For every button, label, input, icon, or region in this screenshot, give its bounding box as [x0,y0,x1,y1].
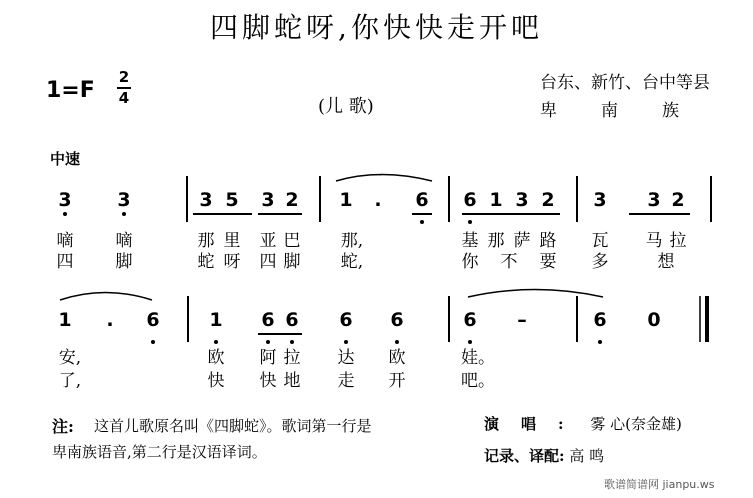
lyric-syllable: 那 [197,231,215,251]
note: 2 [671,189,685,211]
lyric-syllable: 多 [591,252,609,272]
recorder-credit [484,445,604,466]
key-signature: 1=F [46,78,95,103]
octave-dot [468,220,472,224]
note: 1 [489,189,503,211]
lyric-syllable: 快 [207,371,225,391]
lyric-syllable: 吧。 [461,371,495,391]
octave-dot [598,340,602,344]
octave-dot [122,212,126,216]
note: 3 [261,189,275,211]
lyric-syllable: 基 [461,231,479,251]
octave-dot [63,212,67,216]
note: 2 [285,189,299,211]
lyric-syllable: 那 [487,231,505,251]
lyric-syllable: 阿 [259,348,277,368]
lyric-syllable: 那, [340,231,364,251]
footnote-line-1: 这首儿歌原名叫《四脚蛇》。歌词第一行是 [94,417,372,435]
lyric-syllable: 地 [283,371,301,391]
note: 6 [415,189,429,211]
origin-label: 台东、新竹、台中等县 [540,73,710,93]
lyric-syllable: 开 [388,371,406,391]
note: 1 [339,189,353,211]
lyric-syllable: 达 [337,348,355,368]
lyric-syllable: 脚 [115,252,133,272]
note: 3 [58,189,72,211]
note: 6 [285,309,299,331]
performer-credit [484,413,682,434]
tempo-marking: 中速 [50,150,81,168]
note: . [374,189,382,211]
lyric-syllable: 不 [500,252,518,272]
slur [60,293,152,301]
lyric-syllable: 了, [58,371,82,391]
people-label: 卑南族 [540,101,723,121]
note: 6 [146,309,160,331]
lyric-syllable: 蛇, [340,252,364,272]
note: 6 [390,309,404,331]
footnote-label: 注: [52,417,74,436]
lyric-syllable: 路 [539,231,557,251]
lyric-syllable: 快 [259,371,277,391]
song-title: 四脚蛇呀,你快快走开吧 [210,11,543,44]
note: . [106,309,114,331]
note: 6 [261,309,275,331]
lyric-syllable: 瓦 [591,231,609,251]
note: 0 [647,309,661,331]
note: 3 [117,189,131,211]
lyric-syllable: 嘀 [115,231,133,251]
meter-top: 2 [118,68,130,86]
footnote-line-2: 卑南族语音,第二行是汉语译词。 [52,443,267,461]
note: 3 [593,189,607,211]
lyric-syllable: 走 [337,371,355,391]
recorder-name: 高 鸣 [569,447,605,465]
lyric-syllable: 马 [645,231,663,251]
lyric-syllable: 蛇 [197,252,215,272]
note: 1 [209,309,223,331]
performer-label: 演唱: [484,415,586,433]
lyric-syllable: 拉 [669,231,687,251]
lyric-syllable: 你 [461,252,479,272]
note: 3 [647,189,661,211]
note: 6 [463,189,477,211]
lyric-syllable: 欧 [207,348,225,368]
octave-dot [420,220,424,224]
lyric-syllable: 萨 [513,231,531,251]
lyric-syllable: 安, [58,348,82,368]
lyric-syllable: 四 [259,252,277,272]
lyric-syllable: 呀 [223,252,241,272]
lyric-syllable: 娃。 [461,348,495,368]
lyric-syllable: 嘀 [56,231,74,251]
note: 3 [199,189,213,211]
site-watermark: 歌谱简谱网 jianpu.ws [604,478,715,491]
lyric-syllable: 四 [56,252,74,272]
note: 5 [225,189,239,211]
lyric-syllable: 欧 [388,348,406,368]
note: 2 [541,189,555,211]
lyric-syllable: 巴 [283,231,301,251]
meter-bottom: 4 [118,89,130,107]
note: 6 [339,309,353,331]
note: 6 [593,309,607,331]
genre-label: (儿 歌) [318,96,374,117]
lyric-syllable: 要 [539,252,557,272]
octave-dot [151,340,155,344]
note: 3 [515,189,529,211]
lyric-syllable: 亚 [259,231,277,251]
lyric-syllable: 拉 [283,348,301,368]
lyric-syllable: 想 [657,252,675,272]
note: 6 [463,309,477,331]
note: – [517,309,527,331]
recorder-label: 记录、译配: [484,447,565,465]
note: 1 [58,309,72,331]
slur [336,175,432,182]
performer-name: 雾 心(奈金雄) [590,415,682,433]
lyric-syllable: 脚 [283,252,301,272]
slur [468,290,603,298]
lyric-syllable: 里 [223,231,241,251]
